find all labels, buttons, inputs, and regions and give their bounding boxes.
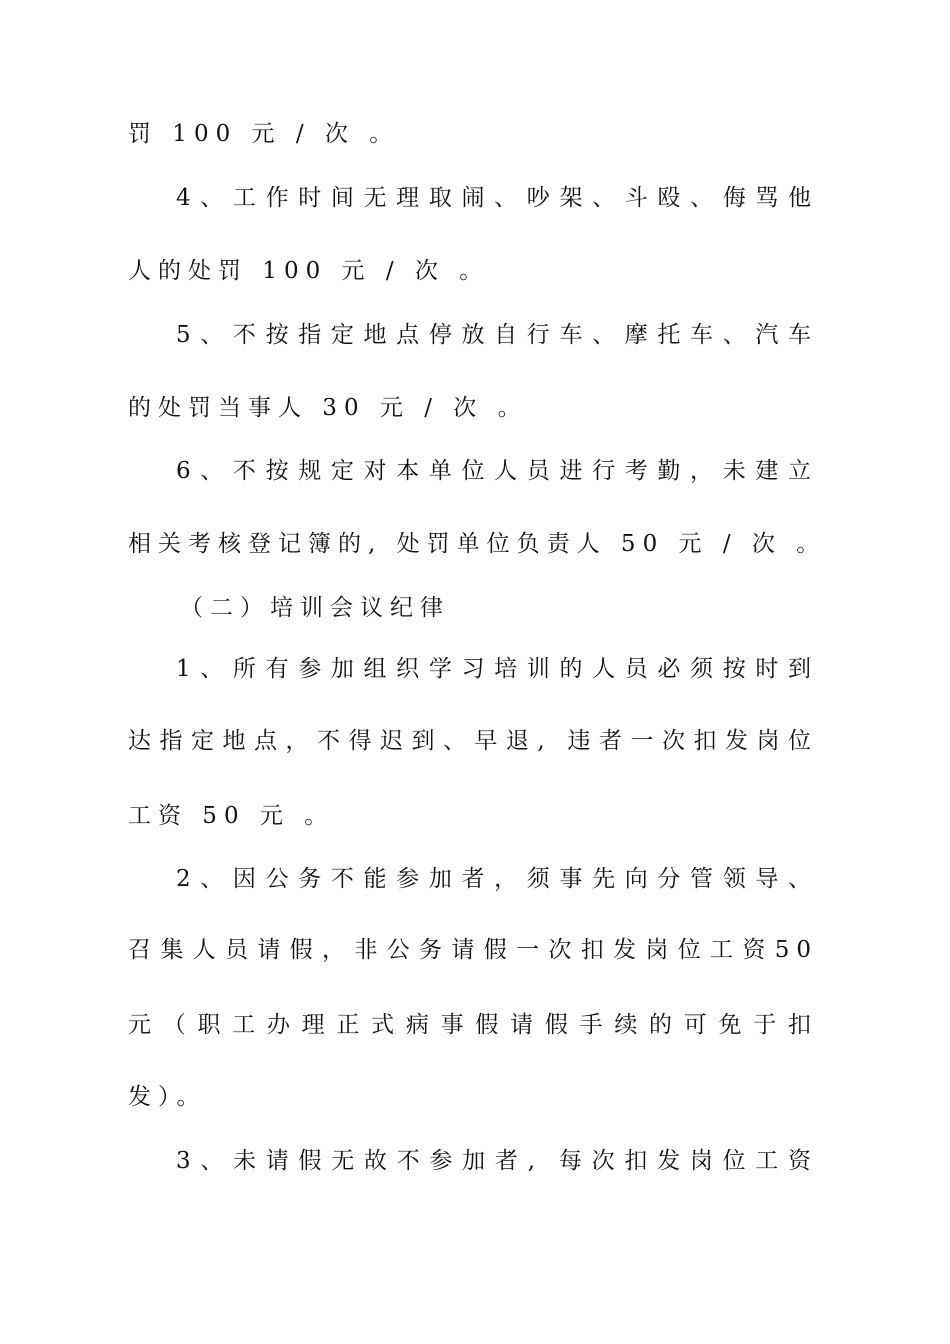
- text-line: 4、工作时间无理取闹、吵架、斗殴、侮骂他: [176, 185, 818, 211]
- text-line: 发）。: [128, 1084, 207, 1110]
- text-line: 达指定地点，不得迟到、早退, 违者一次扣发岗位: [128, 728, 818, 754]
- text-line: 5、不按指定地点停放自行车、摩托车、汽车: [176, 322, 818, 348]
- text-line: 相关考核登记簿的, 处罚单位负责人 50 元 / 次 。: [128, 531, 827, 557]
- text-line: 的处罚当事人 30 元 / 次 。: [128, 395, 528, 421]
- text-line: 人的处罚 100 元 / 次 。: [128, 258, 490, 284]
- text-line: 召集人员请假，非公务请假一次扣发岗位工资50: [128, 937, 818, 963]
- text-line: 工资 50 元 。: [128, 803, 335, 829]
- section-heading: （二）培训会议纪律: [180, 595, 450, 621]
- text-line: 6、不按规定对本单位人员进行考勤，未建立: [176, 458, 818, 484]
- text-line: 元（职工办理正式病事假请假手续的可免于扣: [128, 1012, 818, 1038]
- text-line: 1、所有参加组织学习培训的人员必须按时到: [176, 656, 818, 682]
- text-line: 3、未请假无故不参加者, 每次扣发岗位工资: [176, 1148, 818, 1174]
- text-line: 2、因公务不能参加者，须事先向分管领导、: [176, 866, 818, 892]
- text-line: 罚 100 元 / 次 。: [128, 121, 400, 147]
